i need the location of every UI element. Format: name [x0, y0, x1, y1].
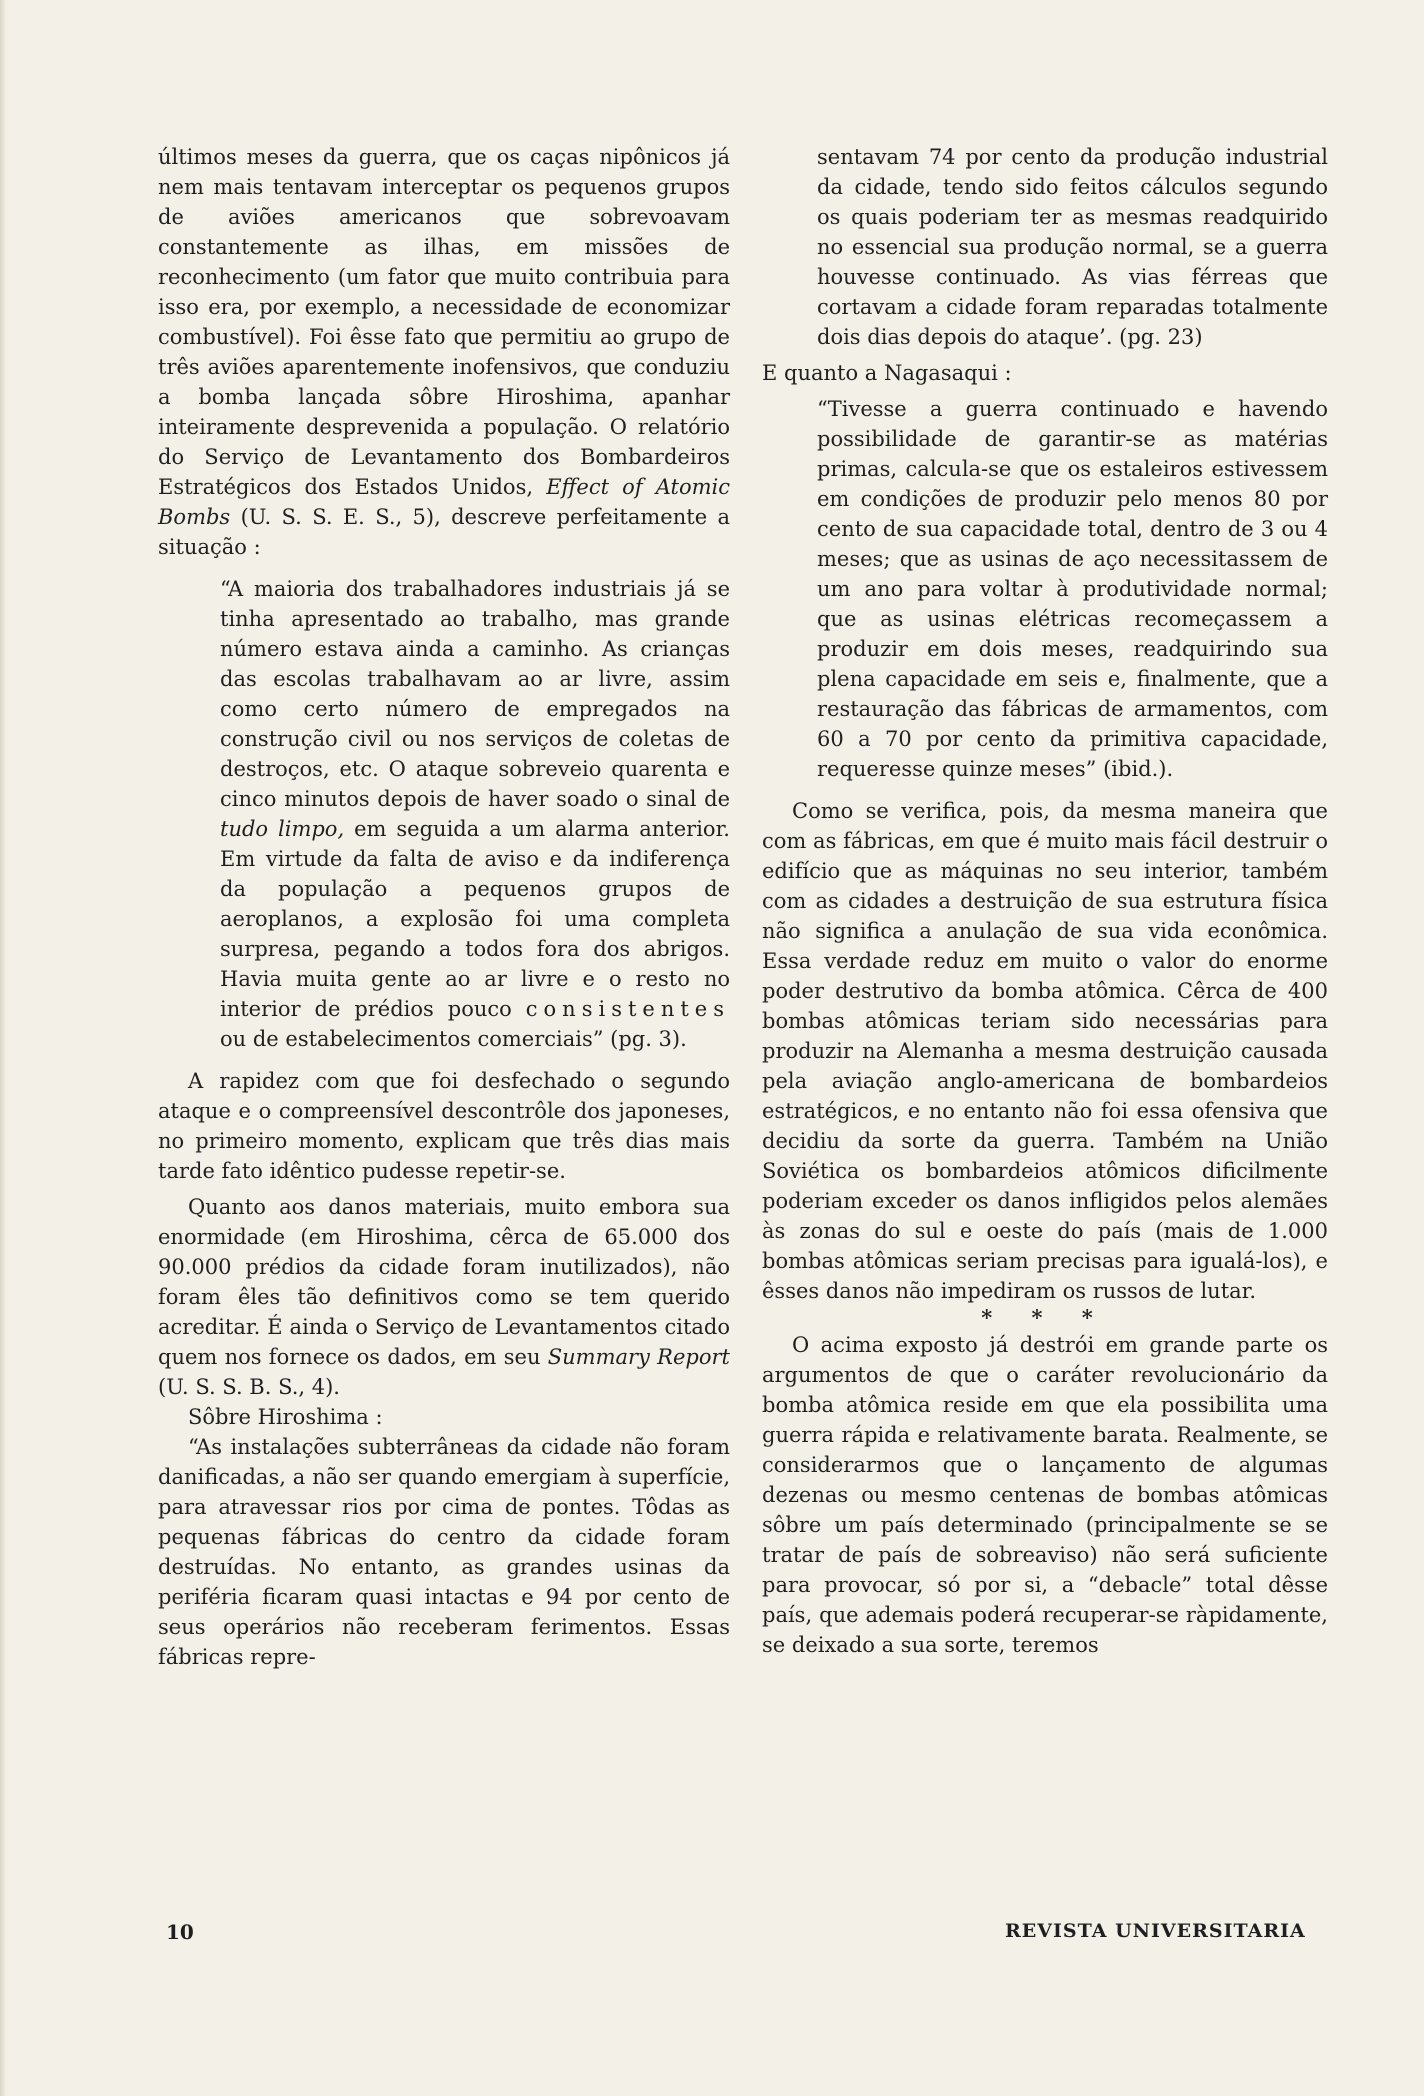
paragraph: A rapidez com que foi desfechado o segundo ataque e o compreensível descontrôle dos japoneses, no primeiro momento, explicam que três dias mais tarde fato idêntico pudesse repetir-se. [158, 1069, 730, 1183]
left-column [158, 142, 730, 1672]
right-column [762, 142, 1328, 1660]
report-title: Effect of Atomic Bombs [158, 475, 731, 529]
section-separator: * * * [981, 1305, 1109, 1330]
paragraph: Sôbre Hiroshima : [188, 1405, 383, 1429]
report-title: Summary Report [547, 1345, 730, 1369]
journal-name: REVISTA UNIVERSITARIA [1005, 1920, 1306, 1942]
quote-spaced-word: consistentes [525, 997, 730, 1021]
quote-text: “A maioria dos trabalhadores industriais já se tinha apresentado ao trabalho, mas grande número estava ainda a caminho. As crianças das escolas trabalhavam ao ar livre, assim como certo número de empregados na construção civil ou nos serviços de coletas de destroços, etc. O ataque sobreveio quarenta e cinco minutos depois de haver soado o sinal de [220, 577, 730, 811]
block-quote: “As instalações subterrâneas da cidade não foram danificadas, a não ser quando emergiam à superfície, para atravessar rios por cima de pontes. Tôdas as pequenas fábricas do centro da cidade foram destruídas. No entanto, as grandes usinas da periféria ficaram quasi intactas e 94 por cento de seus operários não receberam ferimentos. Essas fábricas repre- [158, 1435, 730, 1669]
page-number: 10 [166, 1920, 194, 1944]
paragraph: O acima exposto já destrói em grande parte os argumentos de que o caráter revolucionário da bomba atômica reside em que ela possibilita uma guerra rápida e relativamente barata. Realmente, se considerarmos que o lançamento de algumas dezenas ou mesmo centenas de bombas atômicas sôbre um país determinado (principalmente se se tratar de país de sobreaviso) não será suficiente para provocar, só por si, a “debacle” total dêsse país, que ademais poderá recuperar-se ràpidamente, se deixado a sua sorte, teremos [762, 1333, 1328, 1657]
paragraph-text: últimos meses da guerra, que os caças nipônicos já nem mais tentavam interceptar os pequenos grupos de aviões americanos que sobrevoavam constantemente as ilhas, em missões de reconhecimento (um fator que muito contribuia para isso era, por exemplo, a necessidade de economizar combustível). Foi êsse fato que permitiu ao grupo de três aviões aparentemente inofensivos, que conduziu a bomba lançada sôbre Hiroshima, apanhar inteiramente desprevenida a população. O relatório do Serviço de Levantamento dos Bombardeiros Estratégicos dos Estados Unidos, [158, 145, 730, 499]
paragraph-text: (U. S. S. E. S., 5), descreve perfeitamente a situação : [158, 505, 730, 559]
quote-emphasis: tudo limpo, [220, 817, 345, 841]
paragraph-text: (U. S. S. B. S., 4). [158, 1375, 340, 1399]
paragraph: Como se verifica, pois, da mesma maneira que com as fábricas, em que é muito mais fácil destruir o edifício que as máquinas no seu interior, também com as cidades a destruição de sua estrutura física não significa a anulação de sua vida econômica. Essa verdade reduz em muito o valor do enorme poder destrutivo da bomba atômica. Cêrca de 400 bombas atômicas teriam sido necessárias para produzir na Alemanha a mesma destruição causada pela aviação anglo-americana de bombardeios estratégicos, e no entanto não foi essa ofensiva que decidiu da sorte da guerra. Também na União Soviética os bombardeios atômicos dificilmente poderiam exceder os danos infligidos pelos alemães às zonas do sul e oeste do país (mais de 1.000 bombas atômicas seriam precisas para igualá-los), e êsses danos não impediram os russos de lutar. [762, 799, 1328, 1303]
block-quote: “Tivesse a guerra continuado e havendo possibilidade de garantir-se as matérias primas, calcula-se que os estaleiros estivessem em condições de produzir pelo menos 80 por cento de sua capacidade total, dentro de 3 ou 4 meses; que as usinas de aço necessitassem de um ano para voltar à produtividade normal; que as usinas elétricas recomeçassem a produzir em dois meses, readquirindo sua plena capacidade em seis e, finalmente, que a restauração das fábricas de armamentos, com 60 a 70 por cento da primitiva capacidade, requeresse quinze meses” (ibid.). [817, 397, 1328, 781]
scan-edge [0, 0, 6, 2096]
paragraph [158, 142, 730, 562]
paragraph [158, 1192, 730, 1402]
paragraph-text: Quanto aos danos materiais, muito embora sua enormidade (em Hiroshima, cêrca de 65.000 dos 90.000 prédios da cidade foram inutilizados), não foram êles tão definitivos como se tem querido acreditar. É ainda o Serviço de Levantamentos citado quem nos fornece os dados, em seu [158, 1195, 730, 1369]
block-quote: sentavam 74 por cento da produção industrial da cidade, tendo sido feitos cálculos segundo os quais poderiam ter as mesmas readquirido no essencial sua produção normal, se a guerra houvesse continuado. As vias férreas que cortavam a cidade foram reparadas totalmente dois dias depois do ataque’. (pg. 23) [817, 145, 1328, 349]
paragraph: E quanto a Nagasaqui : [762, 361, 1012, 385]
block-quote [220, 574, 730, 1054]
quote-text: em seguida a um alarma anterior. Em virtude da falta de aviso e da indiferença da população a pequenos grupos de aeroplanos, a explosão foi uma completa surpresa, pegando a todos fora dos abrigos. Havia muita gente ao ar livre e o resto no interior de prédios pouco [220, 817, 730, 1021]
quote-text: ou de estabelecimentos comerciais” (pg. 3). [220, 1027, 687, 1051]
